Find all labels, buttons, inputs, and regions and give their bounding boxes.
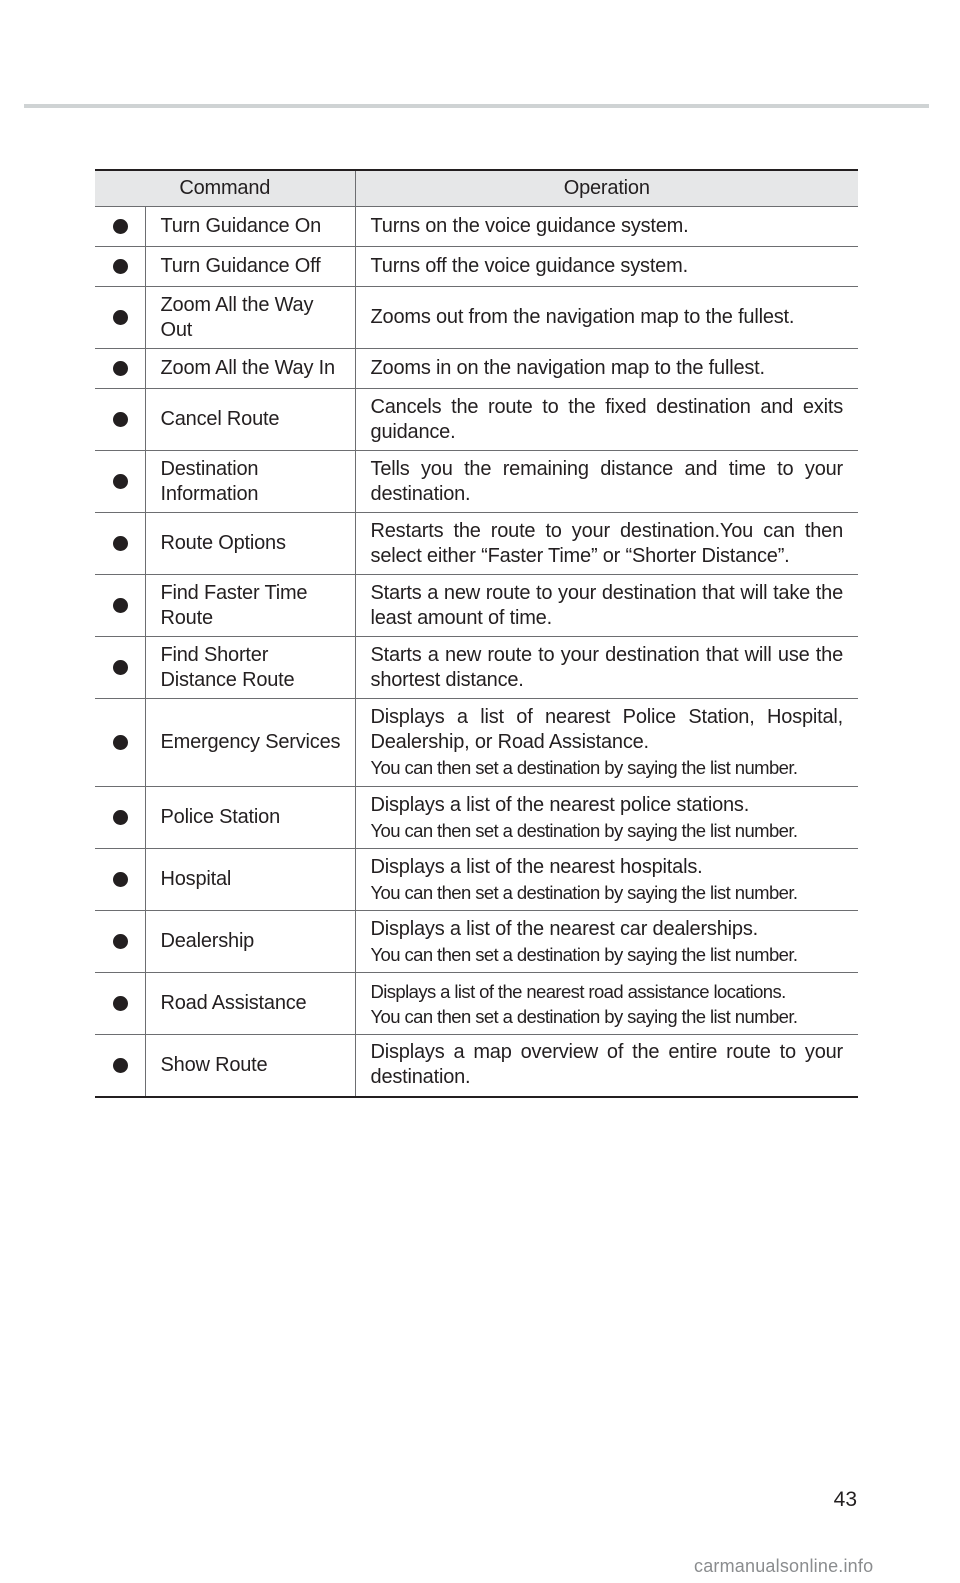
command-cell: Zoom All the Way Out	[145, 287, 355, 349]
table-row	[95, 287, 858, 349]
bullet-icon	[113, 474, 128, 489]
command-cell: Turn Guidance On	[145, 207, 355, 247]
operation-note: You can then set a destination by saying the list number.	[370, 943, 798, 965]
table-row	[95, 849, 858, 911]
table-row	[95, 207, 858, 247]
command-cell: Dealership	[145, 911, 355, 973]
table-row	[95, 637, 858, 699]
command-cell: Cancel Route	[145, 389, 355, 451]
operation-text: Displays a list of the nearest road assistance locations.	[370, 980, 786, 1002]
table-row	[95, 699, 858, 787]
operation-column-header: Operation	[355, 170, 858, 207]
voice-command-table	[95, 169, 858, 1098]
table-row	[95, 451, 858, 513]
bullet-icon	[113, 934, 128, 949]
bullet-icon	[113, 412, 128, 427]
table-row	[95, 349, 858, 389]
bullet-icon	[113, 872, 128, 887]
operation-note: You can then set a destination by saying the list number.	[370, 1005, 798, 1027]
operation-note: You can then set a destination by saying the list number.	[370, 757, 798, 778]
operation-text: Displays a list of the nearest police stations.	[370, 793, 750, 816]
table-row	[95, 247, 858, 287]
bullet-icon	[113, 1058, 128, 1073]
command-cell: Emergency Services	[145, 699, 355, 787]
command-cell: Zoom All the Way In	[145, 349, 355, 389]
operation-text: Turns on the voice guidance system.	[370, 215, 689, 237]
operation-text: Cancels the route to the fixed destination and exits guidance.	[370, 395, 844, 443]
watermark-text: carmanualsonline.info	[694, 1556, 874, 1576]
top-divider	[24, 104, 929, 108]
table-row	[95, 575, 858, 637]
bullet-icon	[113, 598, 128, 613]
bullet-icon	[113, 259, 128, 274]
bullet-icon	[113, 310, 128, 325]
command-cell: Show Route	[145, 1035, 355, 1097]
operation-text: Tells you the remaining distance and time to your destination.	[370, 457, 844, 505]
command-cell: Destination Information	[145, 451, 355, 513]
bullet-icon	[113, 810, 128, 825]
command-cell: Find Faster Time Route	[145, 575, 355, 637]
bullet-icon	[113, 536, 128, 551]
operation-text: Zooms out from the navigation map to the fullest.	[370, 306, 795, 328]
operation-text: Starts a new route to your destination that will use the shortest distance.	[370, 643, 844, 691]
table-row	[95, 1035, 858, 1097]
command-column-header: Command	[95, 170, 355, 207]
bullet-icon	[113, 660, 128, 675]
operation-text: Zooms in on the navigation map to the fullest.	[370, 357, 765, 379]
operation-note: You can then set a destination by saying the list number.	[370, 881, 798, 903]
bullet-icon	[113, 735, 128, 750]
operation-text: Displays a list of the nearest hospitals.	[370, 855, 703, 878]
operation-text: Displays a map overview of the entire route to your destination.	[370, 1041, 844, 1089]
table-row	[95, 787, 858, 849]
table-row	[95, 513, 858, 575]
operation-text: Turns off the voice guidance system.	[370, 255, 688, 277]
table-row	[95, 973, 858, 1035]
command-cell: Hospital	[145, 849, 355, 911]
table-row	[95, 389, 858, 451]
table-row	[95, 911, 858, 973]
command-cell: Route Options	[145, 513, 355, 575]
operation-text: Displays a list of the nearest car dealerships.	[370, 917, 758, 940]
bullet-icon	[113, 219, 128, 234]
operation-text: Starts a new route to your destination that will take the least amount of time.	[370, 581, 844, 629]
page-number: 43	[833, 1488, 857, 1511]
command-cell: Turn Guidance Off	[145, 247, 355, 287]
command-cell: Police Station	[145, 787, 355, 849]
operation-text: Displays a list of nearest Police Station, Hospital, Dealership, or Road Assistance.	[370, 706, 844, 753]
command-cell: Find Shorter Distance Route	[145, 637, 355, 699]
operation-text: Restarts the route to your destination.You can then select either “Faster Time” or “Shorter Distance”.	[370, 519, 844, 567]
bullet-icon	[113, 361, 128, 376]
command-cell: Road Assistance	[145, 973, 355, 1035]
bullet-icon	[113, 996, 128, 1011]
operation-note: You can then set a destination by saying the list number.	[370, 819, 798, 841]
table-header-row	[95, 170, 858, 207]
